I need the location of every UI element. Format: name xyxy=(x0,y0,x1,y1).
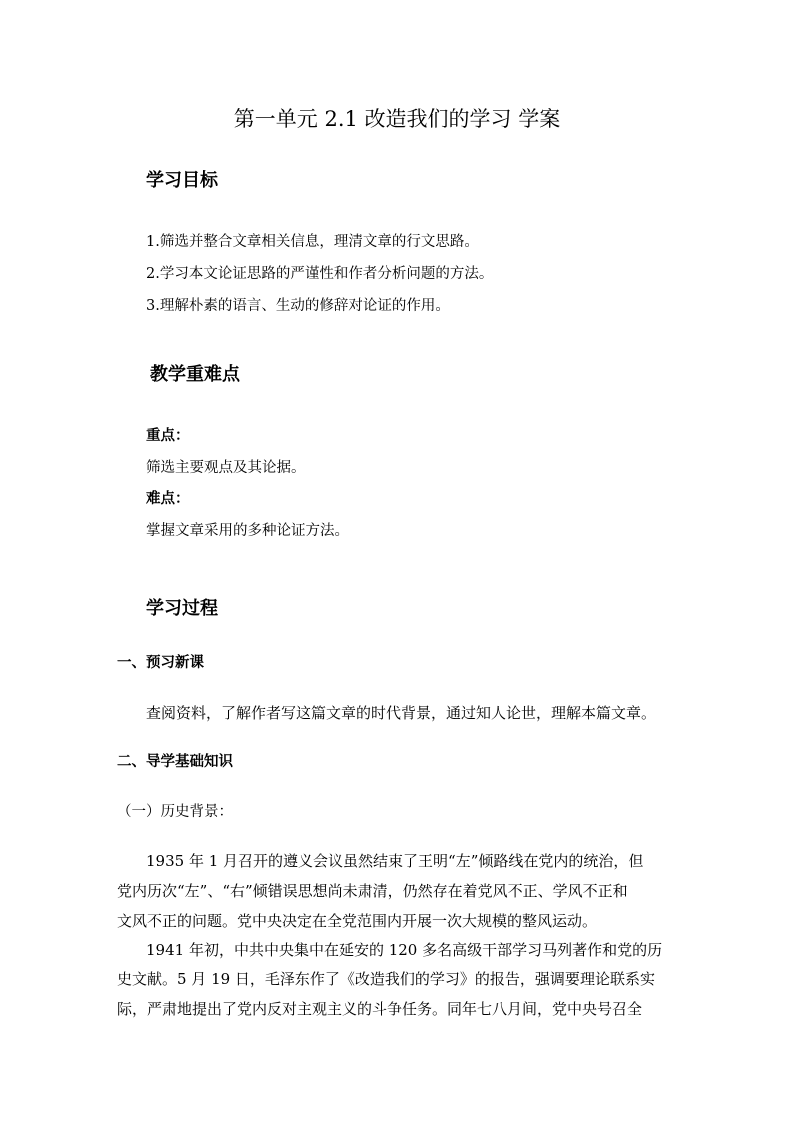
focus-label: 重点： xyxy=(146,427,190,444)
paragraph-line: 史文献。5 月 19 日，毛泽东作了《改造我们的学习》的报告，强调要理论联系实 xyxy=(117,970,655,988)
paragraph-line: 文风不正的问题。党中央决定在全党范围内开展一次大规模的整风运动。 xyxy=(117,912,598,930)
process-heading: 学习过程 xyxy=(146,598,218,619)
part1-heading: 一、预习新课 xyxy=(117,654,204,671)
difficulty-text: 掌握文章采用的多种论证方法。 xyxy=(146,523,349,539)
paragraph-line: 际，严肃地提出了党内反对主观主义的斗争任务。同年七八月间，党中央号召全 xyxy=(117,1000,643,1018)
background-label: （一）历史背景： xyxy=(117,804,233,820)
paragraph-line: 1935 年 1 月召开的遵义会议虽然结束了王明“左”倾路线在党内的统治，但 xyxy=(146,852,644,870)
paragraph-line: 1941 年初，中共中央集中在延安的 120 多名高级干部学习马列著作和党的历 xyxy=(146,941,663,959)
objective-item: 1.筛选并整合文章相关信息，理清文章的行文思路。 xyxy=(146,234,479,250)
difficulty-label: 难点： xyxy=(146,490,190,507)
objective-item: 3.理解朴素的语言、生动的修辞对论证的作用。 xyxy=(146,298,450,314)
part2-heading: 二、导学基础知识 xyxy=(117,753,233,770)
paragraph-line: 党内历次“左”、“右”倾错误思想尚未肃清，仍然存在着党风不正、学风不正和 xyxy=(117,882,628,900)
objectives-heading: 学习目标 xyxy=(146,170,218,191)
page-title: 第一单元 2.1 改造我们的学习 学案 xyxy=(233,107,561,131)
focus-text: 筛选主要观点及其论据。 xyxy=(146,460,306,476)
objective-item: 2.学习本文论证思路的严谨性和作者分析问题的方法。 xyxy=(146,266,494,282)
key-points-heading: 教学重难点 xyxy=(150,364,240,385)
part1-text: 查阅资料，了解作者写这篇文章的时代背景，通过知人论世，理解本篇文章。 xyxy=(146,704,657,722)
